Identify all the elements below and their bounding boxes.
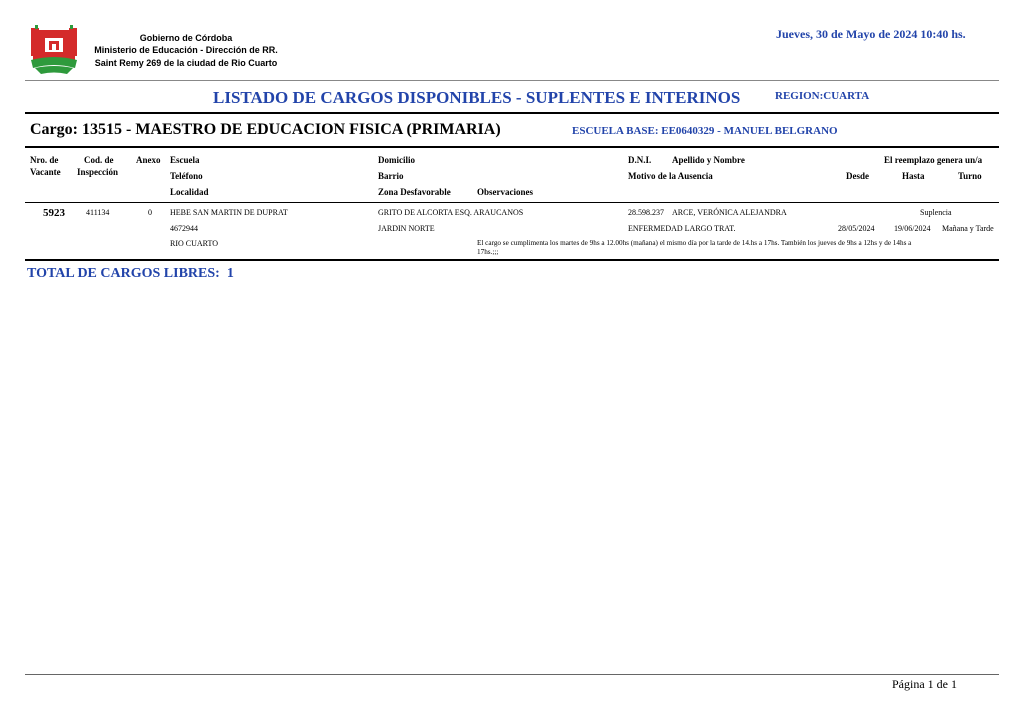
header-divider xyxy=(25,80,999,81)
col-hasta: Hasta xyxy=(902,171,925,181)
col-apellido: Apellido y Nombre xyxy=(672,155,745,165)
cordoba-coat-of-arms-logo xyxy=(27,24,81,78)
gov-line-3: Saint Remy 269 de la ciudad de Rio Cuarto xyxy=(94,58,278,68)
row-observaciones-line1: El cargo se cumplimenta los martes de 9hs a 12.00hs (mañana) el mismo día por la tarde de 14.hs a 17hs. También los jueves de 9hs a 12hs y de 14hs a xyxy=(477,239,912,247)
row-desde: 28/05/2024 xyxy=(838,224,875,233)
row-barrio: JARDIN NORTE xyxy=(378,224,435,233)
col-telefono: Teléfono xyxy=(170,171,203,181)
col-nro-line2: Vacante xyxy=(30,167,61,177)
gov-line-2: Ministerio de Educación - Dirección de RR. xyxy=(94,45,278,55)
col-nro-line1: Nro. de xyxy=(30,155,59,165)
row-localidad: RIO CUARTO xyxy=(170,239,219,248)
row-apellido: ARCE, VERÓNICA ALEJANDRA xyxy=(672,208,787,217)
row-nro: 5923 xyxy=(43,207,65,219)
row-turno: Mañana y Tarde xyxy=(942,224,994,233)
table-bottom-divider xyxy=(25,259,999,261)
col-observaciones: Observaciones xyxy=(477,187,533,197)
title-divider xyxy=(25,112,999,114)
row-motivo: ENFERMEDAD LARGO TRAT. xyxy=(628,224,736,233)
row-observaciones-line2: 17hs.;;; xyxy=(477,248,499,256)
row-hasta: 19/06/2024 xyxy=(894,224,931,233)
total-cargos-libres: TOTAL DE CARGOS LIBRES: 1 xyxy=(27,266,234,281)
page-number: Página 1 de 1 xyxy=(892,677,957,691)
col-barrio: Barrio xyxy=(378,171,404,181)
report-title: LISTADO DE CARGOS DISPONIBLES - SUPLENTES E INTERINOS xyxy=(213,88,741,107)
col-turno: Turno xyxy=(958,171,982,181)
escuela-base-label: ESCUELA BASE: EE0640329 - MANUEL BELGRANO xyxy=(572,125,838,137)
cargo-divider xyxy=(25,146,999,148)
footer-divider xyxy=(25,674,999,675)
col-zona: Zona Desfavorable xyxy=(378,187,451,197)
col-cod-line1: Cod. de xyxy=(84,155,114,165)
col-cod-line2: Inspección xyxy=(77,167,119,177)
row-dni: 28.598.237 xyxy=(628,208,664,217)
col-domicilio: Domicilio xyxy=(378,155,415,165)
col-anexo: Anexo xyxy=(136,155,161,165)
region-label: REGION:CUARTA xyxy=(775,90,870,102)
row-escuela: HEBE SAN MARTIN DE DUPRAT xyxy=(170,208,288,217)
col-reemplazo: El reemplazo genera un/a xyxy=(884,155,983,165)
col-localidad: Localidad xyxy=(170,187,209,197)
gov-line-1: Gobierno de Córdoba xyxy=(139,33,233,43)
col-motivo: Motivo de la Ausencia xyxy=(628,171,713,181)
row-cod: 411134 xyxy=(86,208,110,217)
table-header-divider xyxy=(25,202,999,203)
col-dni: D.N.I. xyxy=(628,155,652,165)
row-domicilio: GRITO DE ALCORTA ESQ. ARAUCANOS xyxy=(378,208,524,217)
row-telefono: 4672944 xyxy=(170,224,198,233)
cargo-label: Cargo: 13515 - MAESTRO DE EDUCACION FISICA (PRIMARIA) xyxy=(30,121,501,138)
row-reemplazo: Suplencia xyxy=(920,208,952,217)
report-datetime: Jueves, 30 de Mayo de 2024 10:40 hs. xyxy=(776,27,966,41)
col-desde: Desde xyxy=(846,171,869,181)
col-escuela: Escuela xyxy=(170,155,200,165)
row-anexo: 0 xyxy=(148,208,152,217)
